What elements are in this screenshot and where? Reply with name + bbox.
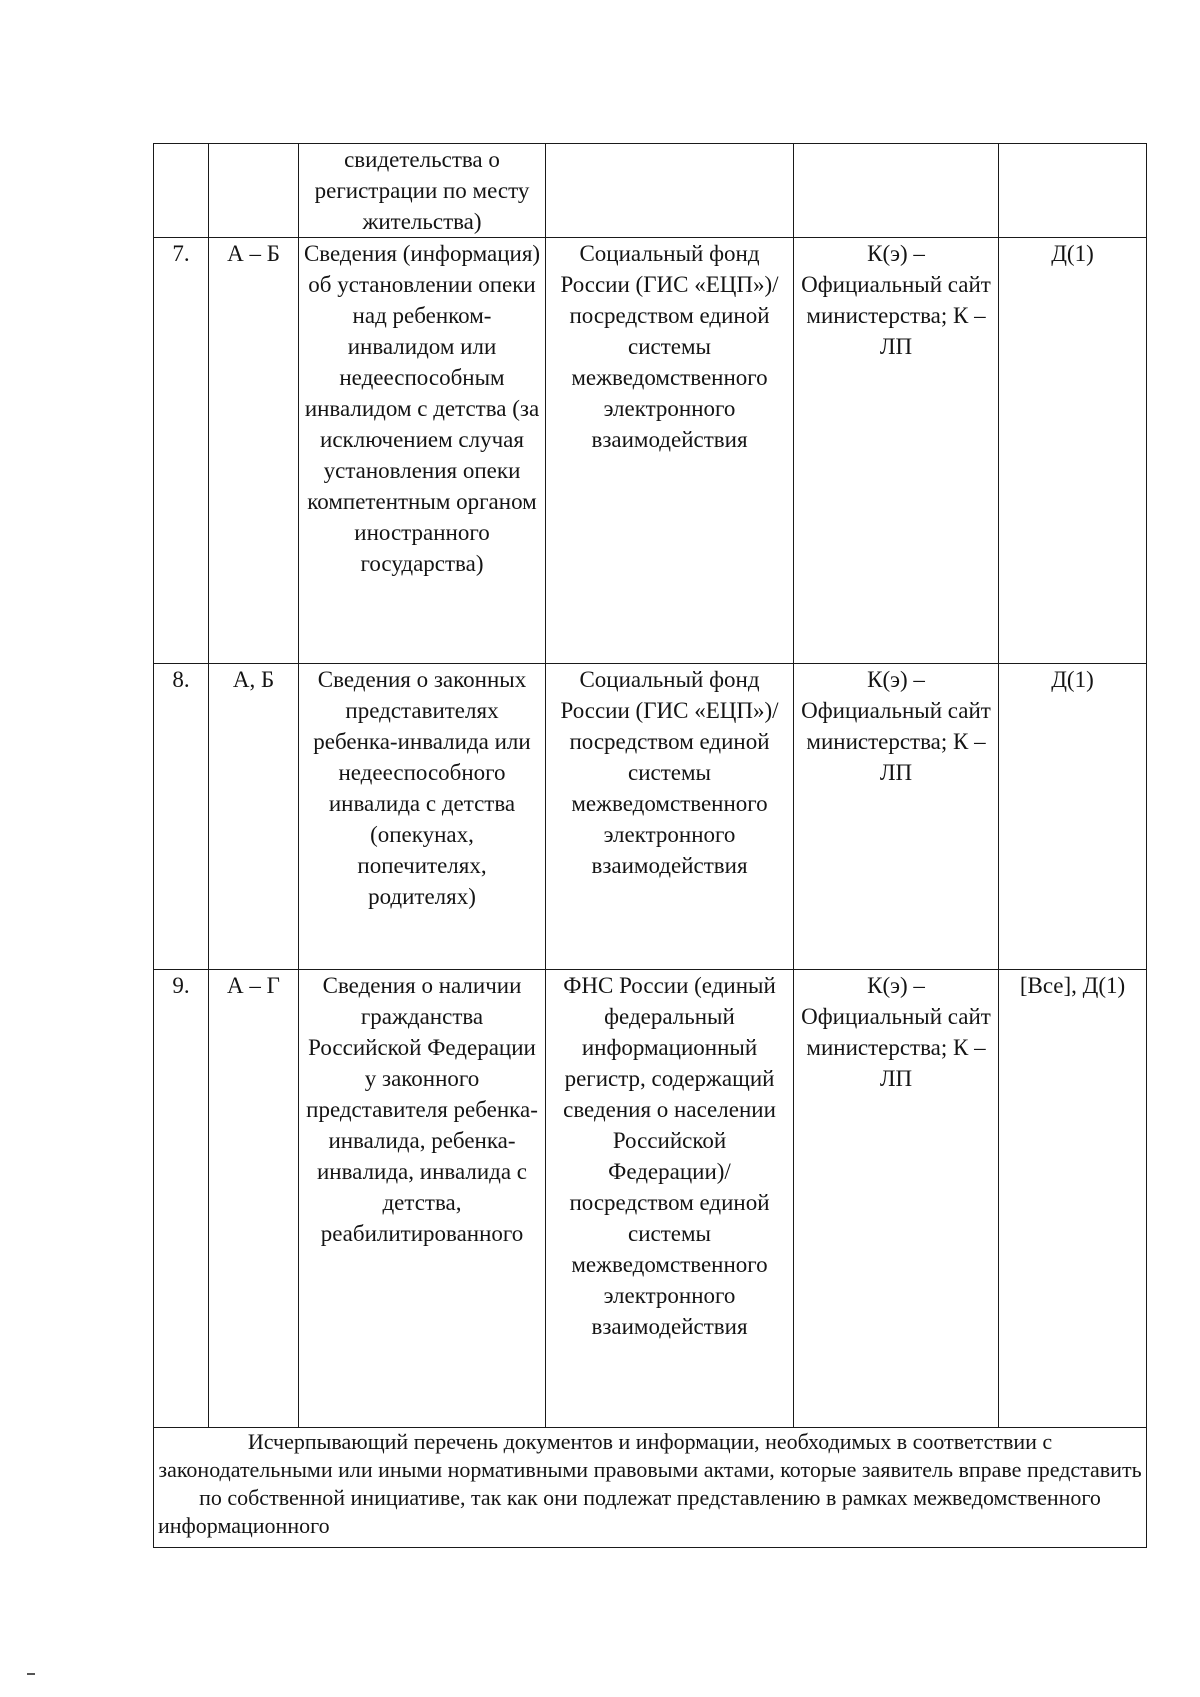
documents-table xyxy=(153,143,1147,1548)
cell-method: К(э) – Официальный сайт министерства; К – ЛП xyxy=(794,664,999,970)
footer-paragraph: Исчерпывающий перечень документов и информации, необходимых в соответствии с законодательными или иными нормативными правовыми актами, которые заявитель вправе представить по собственной инициативе, так как они подлежат представлению в рамках межведомственного информационного xyxy=(154,1428,1147,1548)
cell-method: К(э) – Официальный сайт министерства; К – ЛП xyxy=(794,238,999,664)
table-row xyxy=(154,970,1147,1428)
cell-source: Социальный фонд России (ГИС «ЕЦП»)/посредством единой системы межведомственного электронного взаимодействия xyxy=(546,238,794,664)
cell-codes: А, Б xyxy=(209,664,299,970)
cell-type: Д(1) xyxy=(999,238,1147,664)
table-row-continuation xyxy=(154,144,1147,238)
cell-source: Социальный фонд России (ГИС «ЕЦП»)/посредством единой системы межведомственного электронного взаимодействия xyxy=(546,664,794,970)
cell-codes xyxy=(209,144,299,238)
scan-artifact xyxy=(27,1673,35,1675)
cell-codes: А – Б xyxy=(209,238,299,664)
description-text: свидетельства о регистрации по месту жительства) xyxy=(314,147,530,234)
cell-type: Д(1) xyxy=(999,664,1147,970)
cell-description: Сведения о наличии гражданства Российской Федерации у законного представителя ребенка-инвалида, ребенка-инвалида, инвалида с детства, реабилитированного xyxy=(299,970,546,1428)
cell-description xyxy=(299,144,546,238)
cell-source: ФНС России (единый федеральный информационный регистр, содержащий сведения о населении Российской Федерации)/посредством единой системы межведомственного электронного взаимодействия xyxy=(546,970,794,1428)
table-row-footer xyxy=(154,1428,1147,1548)
cell-num xyxy=(154,144,209,238)
table-row xyxy=(154,238,1147,664)
table-row xyxy=(154,664,1147,970)
cell-method: К(э) – Официальный сайт министерства; К – ЛП xyxy=(794,970,999,1428)
cell-codes: А – Г xyxy=(209,970,299,1428)
cell-num: 9. xyxy=(154,970,209,1428)
cell-method xyxy=(794,144,999,238)
cell-type: [Все], Д(1) xyxy=(999,970,1147,1428)
cell-type xyxy=(999,144,1147,238)
cell-description: Сведения о законных представителях ребенка-инвалида или недееспособного инвалида с детства (опекунах, попечителях, родителях) xyxy=(299,664,546,970)
cell-source xyxy=(546,144,794,238)
cell-num: 7. xyxy=(154,238,209,664)
cell-num: 8. xyxy=(154,664,209,970)
cell-description: Сведения (информация) об установлении опеки над ребенком-инвалидом или недееспособным инвалидом с детства (за исключением случая установления опеки компетентным органом иностранного государства) xyxy=(299,238,546,664)
